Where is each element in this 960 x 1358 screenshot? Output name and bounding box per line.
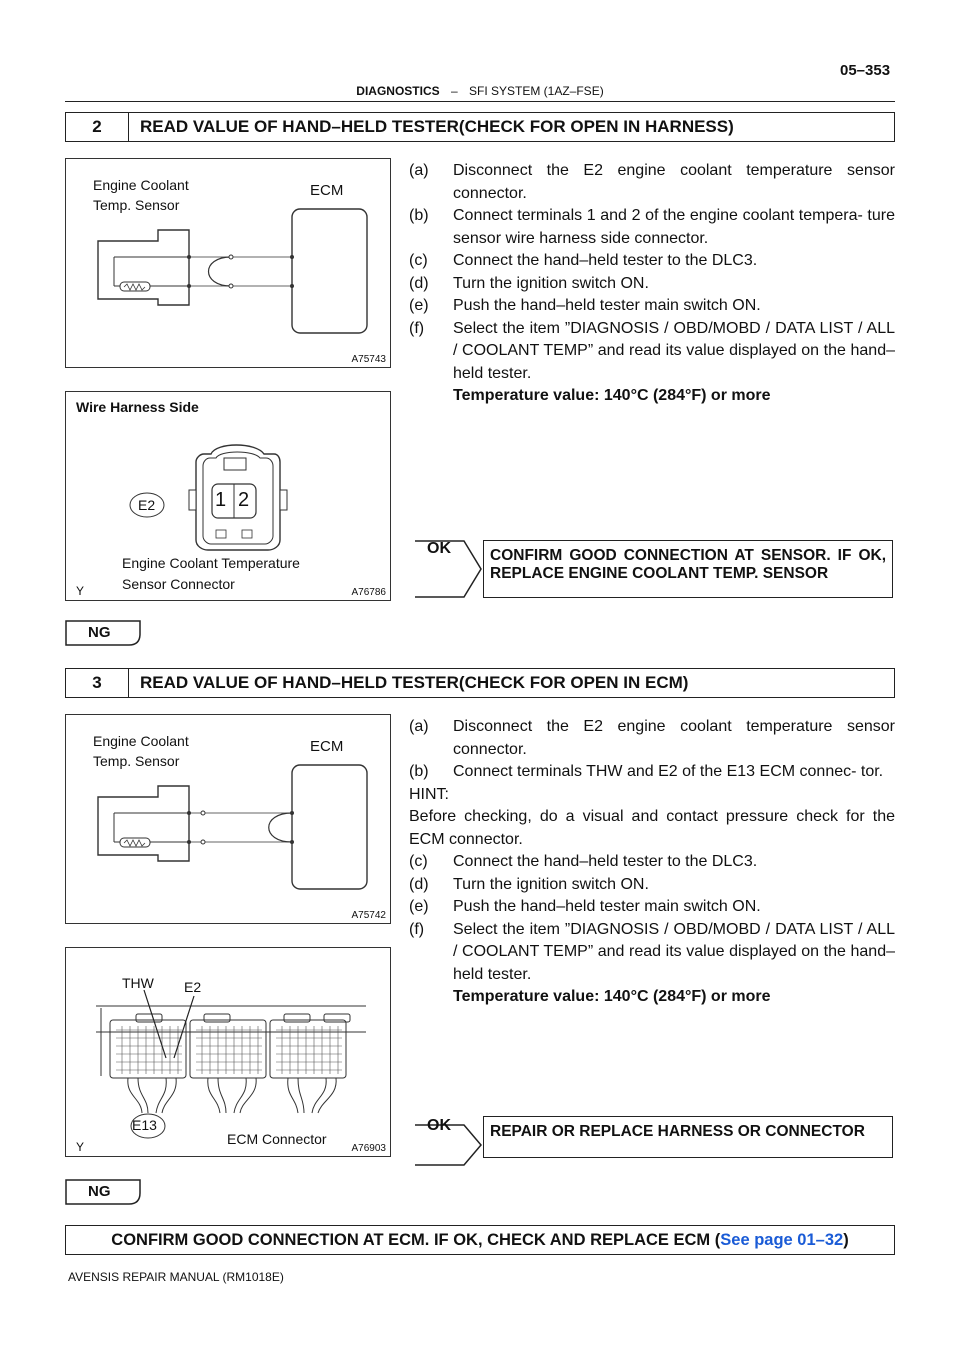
instruction-item: (f) Select the item ”DIAGNOSIS / OBD/MOBD / DATA LIST / ALL / COOLANT TEMP” and read its value displayed on the hand–held tester. xyxy=(409,920,895,983)
instruction-item: (d) Turn the ignition switch ON. xyxy=(409,274,649,292)
figure-id: A76903 xyxy=(351,1143,386,1154)
sensor-ecm-wiring-diagram xyxy=(66,715,390,923)
fig-caption-1: Engine Coolant Temperature xyxy=(122,555,300,571)
figure-ecm-connector xyxy=(65,947,391,1157)
header-rule xyxy=(65,101,895,102)
instruction-item: (b) Connect terminals THW and E2 of the E13 ECM connec- tor. xyxy=(409,763,884,780)
ok-result-box: CONFIRM GOOD CONNECTION AT SENSOR. IF OK, REPLACE ENGINE COOLANT TEMP. SENSOR xyxy=(483,540,893,598)
sensor-ecm-wiring-diagram xyxy=(66,159,390,367)
step-2-instructions xyxy=(409,160,895,408)
final-action-close: ) xyxy=(843,1231,849,1249)
header-separator: – xyxy=(450,84,458,98)
fig-label-ecm: ECM xyxy=(310,738,344,755)
step-2-bar xyxy=(65,112,895,142)
ng-label: NG xyxy=(88,624,111,641)
figure-wire-harness-side xyxy=(65,391,391,601)
instruction-item: (e) Push the hand–held tester main switch ON. xyxy=(409,898,761,915)
ok-label: OK xyxy=(427,540,451,557)
hint-label: HINT: xyxy=(409,785,449,803)
hint-text: Before checking, do a visual and contact pressure check for the ECM connector. xyxy=(409,808,895,848)
fig-label-sensor-2: Temp. Sensor xyxy=(93,197,180,213)
header-section: DIAGNOSTICS xyxy=(356,84,440,98)
figure-sensor-ecm-circuit-2 xyxy=(65,714,391,924)
instruction-item: (e) Push the hand–held tester main switch ON. xyxy=(409,297,761,314)
step-2-title: READ VALUE OF HAND–HELD TESTER(CHECK FOR OPEN IN HARNESS) xyxy=(140,117,734,136)
spec-value: Temperature value: 140°C (284°F) or more xyxy=(453,988,771,1005)
figure-y-mark: Y xyxy=(76,584,85,598)
see-page-link[interactable]: See page 01–32 xyxy=(720,1231,844,1249)
figure-sensor-ecm-circuit-1 xyxy=(65,158,391,368)
header-subsection: SFI SYSTEM (1AZ–FSE) xyxy=(469,84,604,98)
fig-label-ecm: ECM xyxy=(310,182,344,199)
connector-code-e2: E2 xyxy=(138,497,156,513)
fig-label-sensor-1: Engine Coolant xyxy=(93,733,189,749)
connector-code-e13: E13 xyxy=(132,1117,157,1133)
fig-label-sensor-1: Engine Coolant xyxy=(93,177,189,193)
ecm-connector-drawing xyxy=(66,948,390,1156)
step-3-title: READ VALUE OF HAND–HELD TESTER(CHECK FOR OPEN IN ECM) xyxy=(140,673,689,692)
ok-label: OK xyxy=(427,1117,451,1134)
instruction-item: (a) Disconnect the E2 engine coolant temperature sensor connector. xyxy=(409,162,895,202)
page-number: 05–353 xyxy=(840,62,891,79)
step-2-number: 2 xyxy=(66,113,129,141)
final-action-bar xyxy=(65,1225,895,1255)
pin-2-label: 2 xyxy=(238,489,250,511)
instruction-item: (c) Connect the hand–held tester to the DLC3. xyxy=(409,252,758,269)
fig-title-wire-harness: Wire Harness Side xyxy=(76,399,199,415)
pin-1-label: 1 xyxy=(215,489,227,511)
instruction-item: (f) Select the item ”DIAGNOSIS / OBD/MOBD / DATA LIST / ALL / COOLANT TEMP” and read its value displayed on the hand–held tester. xyxy=(409,319,895,382)
figure-id: A75742 xyxy=(351,910,386,921)
footer-manual-title: AVENSIS REPAIR MANUAL (RM1018E) xyxy=(68,1270,284,1284)
figure-id: A76786 xyxy=(351,587,386,598)
fig-label-sensor-2: Temp. Sensor xyxy=(93,753,180,769)
step-3-instructions xyxy=(409,716,895,1009)
fig-label-thw: THW xyxy=(122,975,154,991)
figure-y-mark: Y xyxy=(76,1140,85,1154)
final-action-text: CONFIRM GOOD CONNECTION AT ECM. IF OK, CHECK AND REPLACE ECM ( xyxy=(111,1231,721,1249)
ng-label: NG xyxy=(88,1183,111,1200)
spec-value: Temperature value: 140°C (284°F) or more xyxy=(453,387,771,404)
instruction-item: (d) Turn the ignition switch ON. xyxy=(409,875,649,893)
fig-caption-2: Sensor Connector xyxy=(122,576,235,592)
instruction-item: (c) Connect the hand–held tester to the DLC3. xyxy=(409,853,758,870)
ok-result-box: REPAIR OR REPLACE HARNESS OR CONNECTOR xyxy=(483,1116,893,1158)
running-header xyxy=(0,84,960,98)
fig-label-e2: E2 xyxy=(184,979,202,995)
fig-caption-ecm-connector: ECM Connector xyxy=(227,1131,327,1147)
instruction-item: (a) Disconnect the E2 engine coolant temperature sensor connector. xyxy=(409,718,895,758)
step-3-bar xyxy=(65,668,895,698)
instruction-item: (b) Connect terminals 1 and 2 of the engine coolant tempera- ture sensor wire harness side connector. xyxy=(409,207,895,247)
figure-id: A75743 xyxy=(351,354,386,365)
step-3-number: 3 xyxy=(66,669,129,697)
